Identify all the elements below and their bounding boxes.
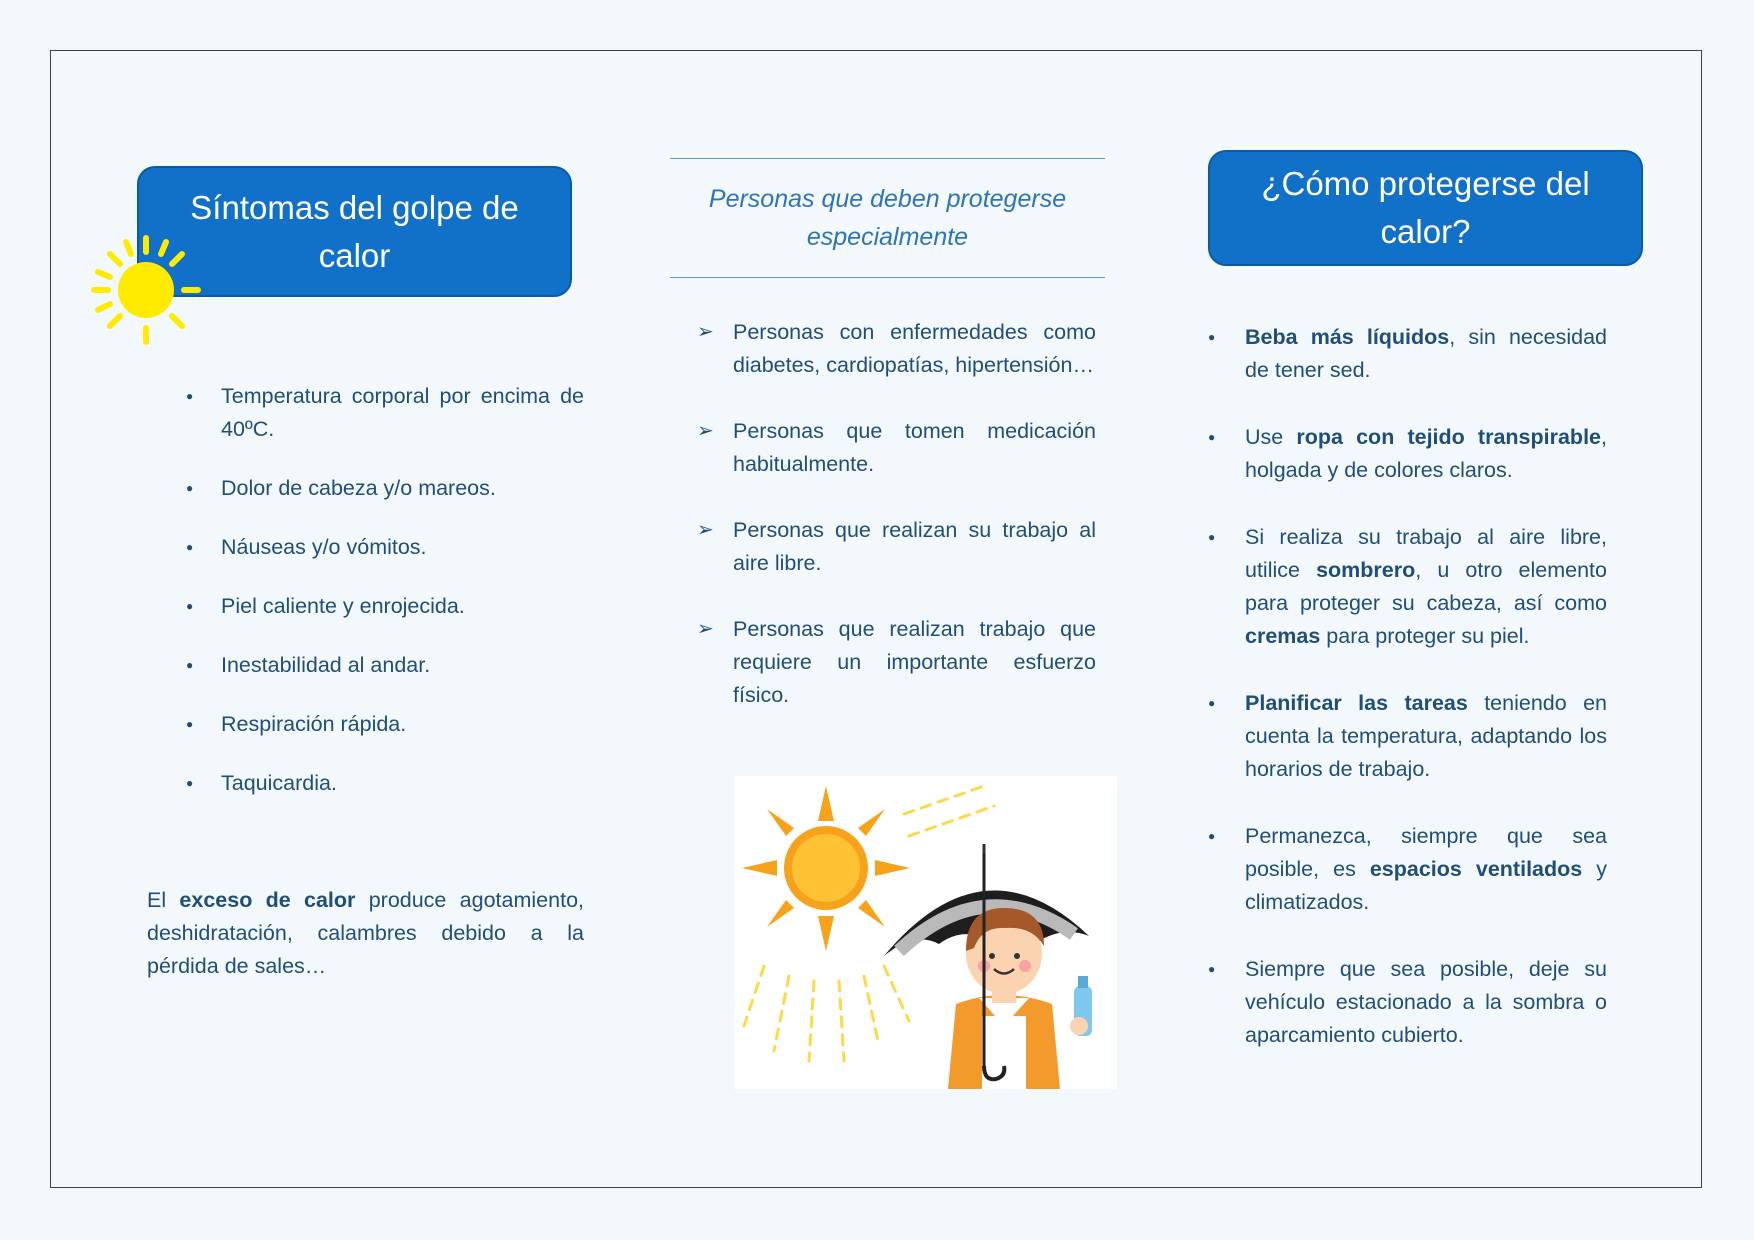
protection-item-text: Siempre que sea posible, deje su vehículo estacionado a la sombra o aparcamiento cubierto.: [1245, 957, 1607, 1047]
protection-item-bold: Planificar las tareas: [1245, 691, 1468, 715]
protection-item-text: Use: [1245, 425, 1297, 449]
sun-icon: [88, 232, 204, 348]
protection-item-bold: sombrero: [1316, 558, 1416, 582]
protection-header: [1208, 150, 1643, 266]
protection-list: [1208, 321, 1607, 1086]
symptom-item: ● Dolor de cabeza y/o mareos.: [186, 472, 584, 505]
at-risk-title: [670, 158, 1105, 278]
at-risk-item: ➢ Personas que realizan su trabajo al aire libre.: [697, 514, 1096, 580]
symptom-item: ● Náuseas y/o vómitos.: [186, 531, 584, 564]
note-bold: exceso de calor: [179, 888, 356, 912]
protection-item-bold: espacios ventilados: [1369, 857, 1583, 881]
protection-item-text: , u otro elemento para proteger su cabeza, así como: [1245, 558, 1607, 615]
person-with-umbrella-illustration: [734, 776, 1117, 1089]
protection-item-text: teniendo en cuenta la temperatura, adaptando los horarios de trabajo.: [1245, 691, 1607, 781]
protection-item-text: , holgada y de colores claros.: [1245, 425, 1607, 482]
at-risk-item: ➢ Personas con enfermedades como diabetes, cardiopatías, hipertensión…: [697, 316, 1096, 382]
protection-item-text: Permanezca, siempre que sea posible, es: [1245, 824, 1607, 881]
protection-title: ¿Cómo protegerse del calor?: [1261, 165, 1590, 250]
symptom-item: ● Respiración rápida.: [186, 708, 584, 741]
protection-item-bold: ropa con tejido transpirable: [1296, 425, 1601, 449]
at-risk-title-line: especialmente: [806, 223, 969, 251]
protection-item-text: Si realiza su trabajo al aire libre, utilice: [1245, 525, 1607, 582]
protection-item: [1208, 321, 1607, 387]
protection-item: [1208, 421, 1607, 487]
protection-item-text: , sin necesidad de tener sed.: [1245, 325, 1607, 382]
protection-item-text: y climatizados.: [1245, 857, 1607, 914]
symptom-item: ● Inestabilidad al andar.: [186, 649, 584, 682]
symptoms-title: Síntomas del golpe de calor: [190, 188, 519, 274]
protection-item: [1208, 521, 1607, 653]
protection-item-bold: cremas: [1245, 624, 1321, 648]
protection-item: [1208, 820, 1607, 919]
note-text: produce agotamiento, deshidratación, calambres debido a la pérdida de sales…: [147, 888, 584, 978]
protection-item: [1208, 687, 1607, 786]
symptom-item: ● Temperatura corporal por encima de 40ºC.: [186, 380, 584, 446]
symptoms-list: [186, 380, 584, 826]
at-risk-item: ➢ Personas que tomen medicación habitualmente.: [697, 415, 1096, 481]
protection-item-bold: Beba más líquidos: [1245, 325, 1450, 349]
protection-item-text: para proteger su piel.: [1320, 624, 1530, 648]
at-risk-item: ➢ Personas que realizan trabajo que requiere un importante esfuerzo físico.: [697, 613, 1096, 712]
protection-item: [1208, 953, 1607, 1052]
symptom-item: ● Taquicardia.: [186, 767, 584, 800]
at-risk-title-line: Personas que deben protegerse: [708, 185, 1067, 213]
symptom-item: ● Piel caliente y enrojecida.: [186, 590, 584, 623]
at-risk-list: [697, 316, 1096, 745]
heat-excess-note: [147, 884, 584, 983]
note-text: El: [147, 888, 180, 912]
